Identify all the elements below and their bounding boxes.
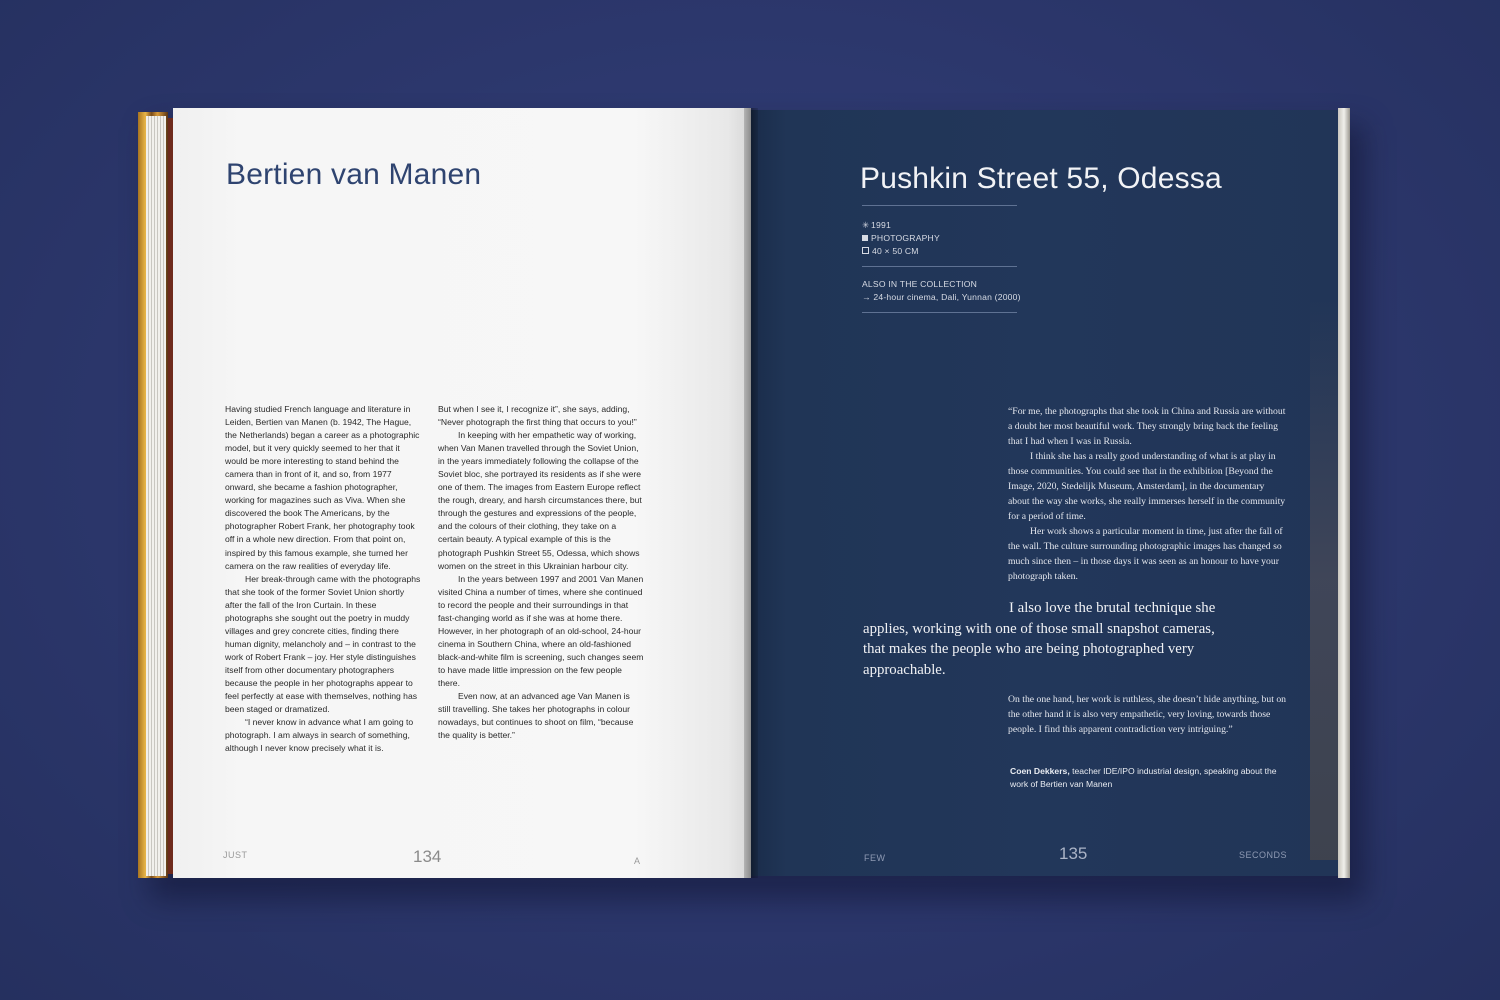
footer-letter-left: A bbox=[634, 856, 641, 866]
pull-quote-first-line: I also love the brutal technique she bbox=[1009, 600, 1216, 616]
paragraph: In the years between 1997 and 2001 Van Manen visited China a number of times, where she continued to record the people and their surroundings in that fast-changing world as if she was at home there. However, in her photograph of an old-school, 24-hour cinema in Southern China, where an old-fashioned black-and-white film is screening, such changes seem to have made little impression on the few people there. bbox=[438, 573, 644, 688]
quote-paragraph: Her work shows a particular moment in time, just after the fall of the wall. The culture surrounding photographic images has changed so much since then – in those days it was seen as an honour to have your photograph taken. bbox=[1008, 526, 1283, 582]
paragraph: In keeping with her empathetic way of working, when Van Manen travelled through the Soviet Union, in the years immediately following the collapse of the Soviet bloc, she portrayed its residents as if she were one of them. The images from Eastern Europe reflect the rough, dreary, and harsh circumstances there, but through the gestures and expressions of the people, and the colours of their clothing, they take on a certain beauty. A typical example of this is the photograph Pushkin Street 55, Odessa, which shows women on the street in this Ukrainian harbour city. bbox=[438, 430, 642, 571]
pull-quote bbox=[863, 598, 1235, 680]
page-stack bbox=[146, 116, 166, 876]
meta-year: ✳ 1991 bbox=[862, 220, 891, 230]
book-gutter bbox=[744, 108, 758, 878]
body-column-left bbox=[225, 403, 421, 755]
quote-paragraph: I think she has a really good understanding of what is at play in those communities. You could see that in the exhibition [Beyond the Image, 2020, Stedelijk Museum, Amsterdam], in the documentary about the way she works, she really immerses herself in the community for a period of time. bbox=[1008, 451, 1286, 522]
photo-page-edge bbox=[1310, 300, 1338, 860]
quote-paragraph: On the one hand, her work is ruthless, she doesn’t hide anything, but on the other hand it is also very empathetic, very loving, towards those people. I find this apparent contradiction very intriguing.” bbox=[1008, 694, 1287, 735]
footer-seconds: SECONDS bbox=[1239, 850, 1288, 860]
asterisk-icon: ✳ bbox=[862, 220, 870, 230]
bookmark-ribbon bbox=[168, 118, 173, 874]
also-label: ALSO IN THE COLLECTION bbox=[862, 279, 978, 289]
body-column-right bbox=[438, 403, 644, 742]
filled-square-icon bbox=[862, 235, 868, 241]
artwork-title: Pushkin Street 55, Odessa bbox=[860, 162, 1222, 195]
arrow-right-icon: → bbox=[862, 292, 871, 302]
footer-word-right: FEW bbox=[864, 853, 886, 863]
divider bbox=[862, 312, 1017, 313]
quote-credit bbox=[1010, 765, 1295, 791]
meta-size: 40 × 50 CM bbox=[862, 245, 940, 258]
footer-word-left: JUST bbox=[223, 850, 248, 860]
meta-medium: PHOTOGRAPHY bbox=[862, 232, 940, 245]
also-in-collection bbox=[862, 278, 1021, 304]
right-page-edge bbox=[1338, 108, 1350, 878]
empty-square-icon bbox=[862, 247, 869, 254]
quote-block-bottom bbox=[1008, 692, 1288, 737]
page-number-left: 134 bbox=[413, 847, 442, 866]
paragraph: “I never know in advance what I am going to photograph. I am always in search of something, although I never know precisely what it is. bbox=[225, 717, 414, 754]
quote-block-top bbox=[1008, 404, 1288, 584]
pull-quote-rest: applies, working with one of those small snapshot cameras, that makes the people who are being photographed very approachable. bbox=[863, 620, 1215, 678]
artwork-meta bbox=[862, 219, 940, 258]
divider bbox=[862, 205, 1017, 206]
paragraph: Even now, at an advanced age Van Manen is still travelling. She takes her photographs in colour nowadays, but continues to shoot on film, “because the quality is better.” bbox=[438, 691, 634, 741]
paragraph: Having studied French language and literature in Leiden, Bertien van Manen (b. 1942, The Hague, the Netherlands) began a career as a photographic model, but it very quickly seemed to her that it would be more interesting to stand behind the camera than in front of it, and so, from 1977 onward, she became a fashion photographer, working for magazines such as Viva. When she discovered the book The Americans, by the photographer Robert Frank, her photography took off in a whole new direction. From that point on, inspired by this famous example, she turned her camera on the raw realities of everyday life. bbox=[225, 404, 420, 571]
also-item: → 24-hour cinema, Dali, Yunnan (2000) bbox=[862, 292, 1021, 302]
artist-name-heading: Bertien van Manen bbox=[226, 158, 482, 191]
paragraph: Her break-through came with the photographs that she took of the former Soviet Union shortly after the fall of the Iron Curtain. In these photographs she sought out the poetry in muddy villages and grey concrete cities, finding there human dignity, melancholy and – in contrast to the work of Robert Frank – joy. Her style distinguishes itself from other documentary photographers because the people in her photographs appear to feel perfectly at ease with themselves, nothing has been staged or dramatized. bbox=[225, 573, 421, 715]
quote-paragraph: “For me, the photographs that she took in China and Russia are without a doubt her most beautiful work. They strongly bring back the feeling that I had when I was in Russia. bbox=[1008, 406, 1286, 447]
page-number-right: 135 bbox=[1059, 844, 1088, 863]
credit-description: teacher IDE/IPO industrial design, speaking about the work of Bertien van Manen bbox=[1010, 766, 1277, 789]
divider bbox=[862, 266, 1017, 267]
paragraph: But when I see it, I recognize it”, she says, adding, “Never photograph the first thing that occurs to you!” bbox=[438, 404, 637, 428]
credit-name: Coen Dekkers, bbox=[1010, 766, 1070, 776]
